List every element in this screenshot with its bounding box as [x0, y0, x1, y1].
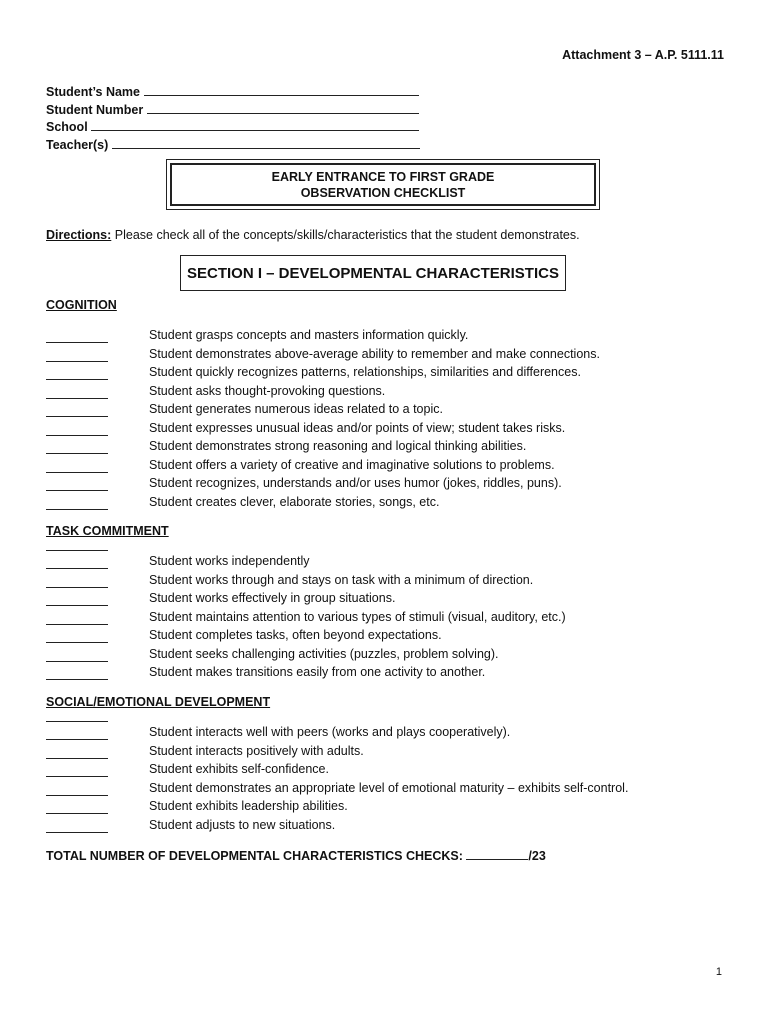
teacher-field[interactable] — [46, 137, 420, 155]
check-blank[interactable] — [46, 758, 108, 759]
check-blank[interactable] — [46, 550, 108, 551]
check-blank[interactable] — [46, 642, 108, 643]
check-blank[interactable] — [46, 472, 108, 473]
checklist-item: Student makes transitions easily from one activity to another. — [149, 665, 486, 679]
field-label: Student Number — [46, 102, 144, 117]
checklist-item: Student exhibits leadership abilities. — [149, 799, 348, 813]
checklist-item: Student exhibits self-confidence. — [149, 762, 329, 776]
check-blank[interactable] — [46, 721, 108, 722]
total-label: TOTAL NUMBER OF DEVELOPMENTAL CHARACTERISTICS CHECKS: — [46, 849, 463, 863]
total-fill-line[interactable] — [466, 848, 528, 860]
fill-line[interactable] — [112, 137, 420, 149]
fill-line[interactable] — [91, 119, 419, 131]
check-blank[interactable] — [46, 679, 108, 680]
directions-label: Directions: — [46, 228, 112, 242]
fill-line[interactable] — [144, 84, 419, 96]
group-heading: COGNITION — [46, 298, 117, 312]
checklist-item: Student offers a variety of creative and imaginative solutions to problems. — [149, 457, 555, 472]
student-number-field[interactable] — [46, 102, 420, 120]
directions-text: Please check all of the concepts/skills/characteristics that the student demonstrates. — [114, 228, 580, 242]
checklist-item: Student works independently — [149, 554, 310, 568]
checklist-item: Student demonstrates an appropriate level of emotional maturity – exhibits self-control. — [149, 780, 629, 795]
check-blank[interactable] — [46, 832, 108, 833]
school-field[interactable] — [46, 119, 420, 137]
check-blank[interactable] — [46, 624, 108, 625]
checklist-item: Student recognizes, understands and/or uses humor (jokes, riddles, puns). — [149, 476, 562, 490]
checklist-item: Student maintains attention to various types of stimuli (visual, auditory, etc.) — [149, 609, 566, 624]
group-heading: TASK COMMITMENT — [46, 524, 169, 538]
check-blank[interactable] — [46, 795, 108, 796]
field-label: Teacher(s) — [46, 137, 109, 152]
checklist-item: Student works through and stays on task with a minimum of direction. — [149, 572, 534, 587]
checklist-item: Student asks thought-provoking questions. — [149, 383, 386, 398]
checklist-item: Student completes tasks, often beyond expectations. — [149, 628, 442, 642]
check-blank[interactable] — [46, 661, 108, 662]
total-checks — [46, 848, 546, 863]
group-heading: SOCIAL/EMOTIONAL DEVELOPMENT — [46, 695, 271, 709]
title-line-2: OBSERVATION CHECKLIST — [300, 185, 466, 200]
checklist-item: Student grasps concepts and masters information quickly. — [149, 328, 469, 342]
student-name-field[interactable] — [46, 84, 420, 102]
check-blank[interactable] — [46, 453, 108, 454]
checklist-item: Student demonstrates strong reasoning and logical thinking abilities. — [149, 439, 527, 453]
field-label: Student’s Name — [46, 85, 141, 99]
check-blank[interactable] — [46, 342, 108, 343]
check-blank[interactable] — [46, 776, 108, 777]
check-blank[interactable] — [46, 568, 108, 569]
checklist-item: Student adjusts to new situations. — [149, 817, 336, 832]
field-label: School — [46, 120, 88, 134]
check-blank[interactable] — [46, 490, 108, 491]
total-suffix: /23 — [528, 849, 546, 863]
check-blank[interactable] — [46, 605, 108, 606]
checklist-item: Student seeks challenging activities (puzzles, problem solving). — [149, 646, 499, 661]
check-blank[interactable] — [46, 813, 108, 814]
checklist-title-box — [166, 159, 600, 210]
check-blank[interactable] — [46, 509, 108, 510]
directions — [46, 228, 580, 242]
check-blank[interactable] — [46, 379, 108, 380]
check-blank[interactable] — [46, 435, 108, 436]
check-blank[interactable] — [46, 398, 108, 399]
check-blank[interactable] — [46, 416, 108, 417]
check-blank[interactable] — [46, 361, 108, 362]
attachment-label: Attachment 3 – A.P. 5111.11 — [562, 48, 724, 62]
checklist-item: Student works effectively in group situations. — [149, 591, 396, 605]
checklist-item: Student quickly recognizes patterns, relationships, similarities and differences. — [149, 365, 581, 379]
checklist-item: Student creates clever, elaborate stories, songs, etc. — [149, 494, 440, 509]
check-blank[interactable] — [46, 587, 108, 588]
page-number: 1 — [715, 966, 722, 978]
checklist-item: Student generates numerous ideas related to a topic. — [149, 402, 443, 416]
checklist-item: Student expresses unusual ideas and/or points of view; student takes risks. — [149, 420, 566, 435]
title-line-1: EARLY ENTRANCE TO FIRST GRADE — [271, 169, 495, 184]
checklist-item: Student interacts positively with adults. — [149, 743, 364, 758]
student-info-fields — [46, 84, 420, 154]
checklist-item: Student interacts well with peers (works and plays cooperatively). — [149, 725, 511, 739]
checklist-item: Student demonstrates above-average ability to remember and make connections. — [149, 346, 600, 361]
fill-line[interactable] — [147, 102, 419, 114]
section-title: SECTION I – DEVELOPMENTAL CHARACTERISTICS — [180, 255, 566, 291]
check-blank[interactable] — [46, 739, 108, 740]
